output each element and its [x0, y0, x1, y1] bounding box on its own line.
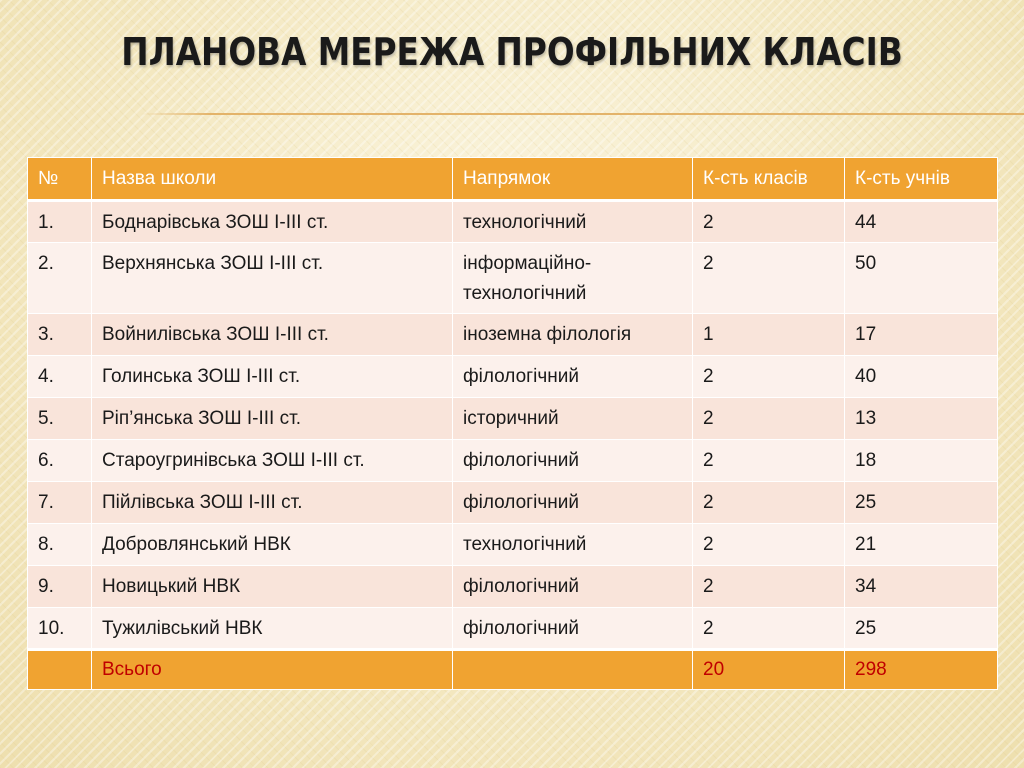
- slide-title: ПЛАНОВА МЕРЕЖА ПРОФІЛЬНИХ КЛАСІВ: [121, 30, 903, 74]
- table-row: [28, 524, 998, 566]
- cell-direction: філологічний: [453, 440, 693, 482]
- cell-number: 2.: [28, 243, 92, 314]
- total-label: Всього: [92, 650, 453, 690]
- total-class-count: 20: [693, 650, 845, 690]
- cell-direction: філологічний: [453, 566, 693, 608]
- cell-student-count: 25: [845, 482, 998, 524]
- total-number: [28, 650, 92, 690]
- cell-student-count: 17: [845, 314, 998, 356]
- cell-school-name: Ріп’янська ЗОШ І-ІІІ ст.: [92, 398, 453, 440]
- cell-class-count: 2: [693, 440, 845, 482]
- header-school-name: Назва школи: [92, 158, 453, 201]
- cell-number: 6.: [28, 440, 92, 482]
- cell-class-count: 2: [693, 566, 845, 608]
- cell-direction: філологічний: [453, 356, 693, 398]
- cell-student-count: 50: [845, 243, 998, 314]
- header-direction: Напрямок: [453, 158, 693, 201]
- cell-class-count: 1: [693, 314, 845, 356]
- cell-school-name: Боднарівська ЗОШ І-ІІІ ст.: [92, 201, 453, 243]
- table-header-row: [28, 158, 998, 201]
- table-row: [28, 440, 998, 482]
- header-student-count: К-сть учнів: [845, 158, 998, 201]
- header-number: №: [28, 158, 92, 201]
- cell-direction: технологічний: [453, 201, 693, 243]
- cell-number: 7.: [28, 482, 92, 524]
- cell-student-count: 18: [845, 440, 998, 482]
- cell-number: 1.: [28, 201, 92, 243]
- title-divider: [140, 113, 1024, 115]
- cell-direction: філологічний: [453, 482, 693, 524]
- total-direction: [453, 650, 693, 690]
- cell-direction: інформаційно-технологічний: [453, 243, 693, 314]
- cell-class-count: 2: [693, 482, 845, 524]
- table-row: [28, 201, 998, 243]
- cell-class-count: 2: [693, 608, 845, 650]
- cell-direction: іноземна філологія: [453, 314, 693, 356]
- cell-school-name: Верхнянська ЗОШ І-ІІІ ст.: [92, 243, 453, 314]
- table-row: [28, 398, 998, 440]
- cell-direction: історичний: [453, 398, 693, 440]
- table-total-row: [28, 650, 998, 690]
- cell-student-count: 13: [845, 398, 998, 440]
- table-row: [28, 356, 998, 398]
- cell-school-name: Староугринівська ЗОШ І-ІІІ ст.: [92, 440, 453, 482]
- cell-school-name: Войнилівська ЗОШ І-ІІІ ст.: [92, 314, 453, 356]
- cell-class-count: 2: [693, 201, 845, 243]
- cell-class-count: 2: [693, 243, 845, 314]
- cell-class-count: 2: [693, 356, 845, 398]
- cell-class-count: 2: [693, 398, 845, 440]
- cell-student-count: 44: [845, 201, 998, 243]
- cell-direction: філологічний: [453, 608, 693, 650]
- cell-school-name: Голинська ЗОШ І-ІІІ ст.: [92, 356, 453, 398]
- table-row: [28, 314, 998, 356]
- table-row: [28, 243, 998, 314]
- total-student-count: 298: [845, 650, 998, 690]
- school-network-table: [27, 157, 998, 690]
- cell-school-name: Добровлянський НВК: [92, 524, 453, 566]
- cell-student-count: 34: [845, 566, 998, 608]
- cell-number: 8.: [28, 524, 92, 566]
- cell-student-count: 40: [845, 356, 998, 398]
- cell-student-count: 21: [845, 524, 998, 566]
- cell-number: 10.: [28, 608, 92, 650]
- table-row: [28, 482, 998, 524]
- table-row: [28, 566, 998, 608]
- cell-school-name: Новицький НВК: [92, 566, 453, 608]
- header-class-count: К-сть класів: [693, 158, 845, 201]
- table-row: [28, 608, 998, 650]
- cell-school-name: Тужилівський НВК: [92, 608, 453, 650]
- cell-number: 4.: [28, 356, 92, 398]
- cell-number: 5.: [28, 398, 92, 440]
- cell-class-count: 2: [693, 524, 845, 566]
- cell-direction: технологічний: [453, 524, 693, 566]
- cell-number: 9.: [28, 566, 92, 608]
- cell-number: 3.: [28, 314, 92, 356]
- cell-student-count: 25: [845, 608, 998, 650]
- cell-school-name: Пійлівська ЗОШ І-ІІІ ст.: [92, 482, 453, 524]
